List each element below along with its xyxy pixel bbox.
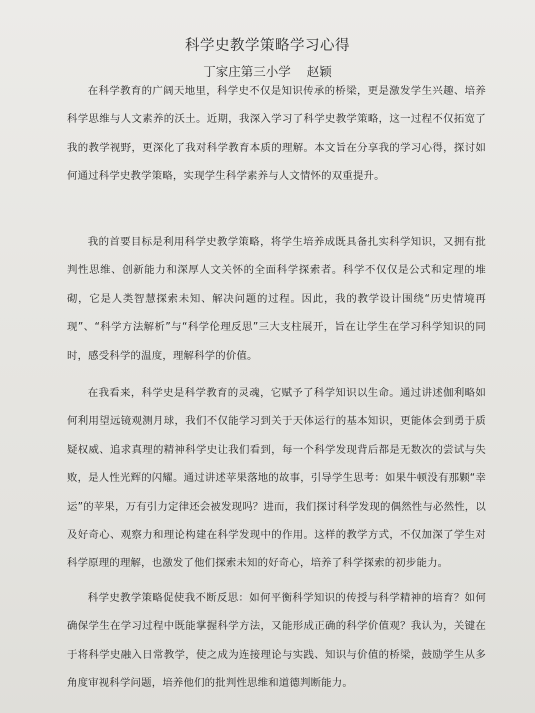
document-title: 科学史教学策略学习心得 bbox=[185, 38, 350, 54]
paragraph-introduction: 在科学教育的广阔天地里，科学史不仅是知识传承的桥梁，更是激发学生兴趣、培养科学思维与人文素养的沃土。近期，我深入学习了科学史教学策略，这一过程不仅拓宽了我的教学视野，更深化了我对科学教育本质的理解。本文旨在分享我的学习心得，探讨如何通过科学史教学策略，实现学生科学素养与人文情怀的双重提升。 bbox=[67, 85, 486, 183]
paragraph-viewpoint: 在我看来，科学史是科学教育的灵魂，它赋予了科学知识以生命。通过讲述伽利略如何利用望远镜观测月球，我们不仅能学习到关于天体运行的基本知识，更能体会到勇于质疑权威、追求真理的精神科学史让我们看到，每一个科学发现背后都是无数次的尝试与失败，是人性光辉的闪耀。通过讲述苹果落地的故事，引导学生思考：如果牛顿没有那颗“幸运”的苹果，万有引力定律还会被发现吗？进而，我们探讨科学发现的偶然性与必然性，以及好奇心、观察力和理论构建在科学发现中的作用。这样的教学方式，不仅加深了学生对科学原理的理解，也激发了他们探索未知的好奇心，培养了科学探索的初步能力。 bbox=[67, 387, 486, 570]
paragraph-reflection: 科学史教学策略促使我不断反思：如何平衡科学知识的传授与科学精神的培育？如何确保学生在学习过程中既能掌握科学方法，又能形成正确的科学价值观？我认为，关键在于将科学史融入日常教学，使之成为连接理论与实践、知识与价值的桥梁，鼓励学生从多角度审视科学问题，培养他们的批判性思维和道德判断能力。 bbox=[67, 592, 486, 690]
paragraph-goal: 我的首要目标是利用科学史教学策略，将学生培养成既具备扎实科学知识，又拥有批判性思维、创新能力和深厚人文关怀的全面科学探索者。科学不仅仅是公式和定理的堆砌，它是人类智慧探索未知、解决问题的过程。因此，我的教学设计围绕“历史情境再现”、“科学方法解析”与“科学伦理反思”三大支柱展开，旨在让学生在学习科学知识的同时，感受科学的温度，理解科学的价值。 bbox=[67, 236, 486, 362]
author-school: 丁家庄第三小学 bbox=[203, 64, 291, 79]
author-name: 赵颖 bbox=[306, 64, 332, 79]
